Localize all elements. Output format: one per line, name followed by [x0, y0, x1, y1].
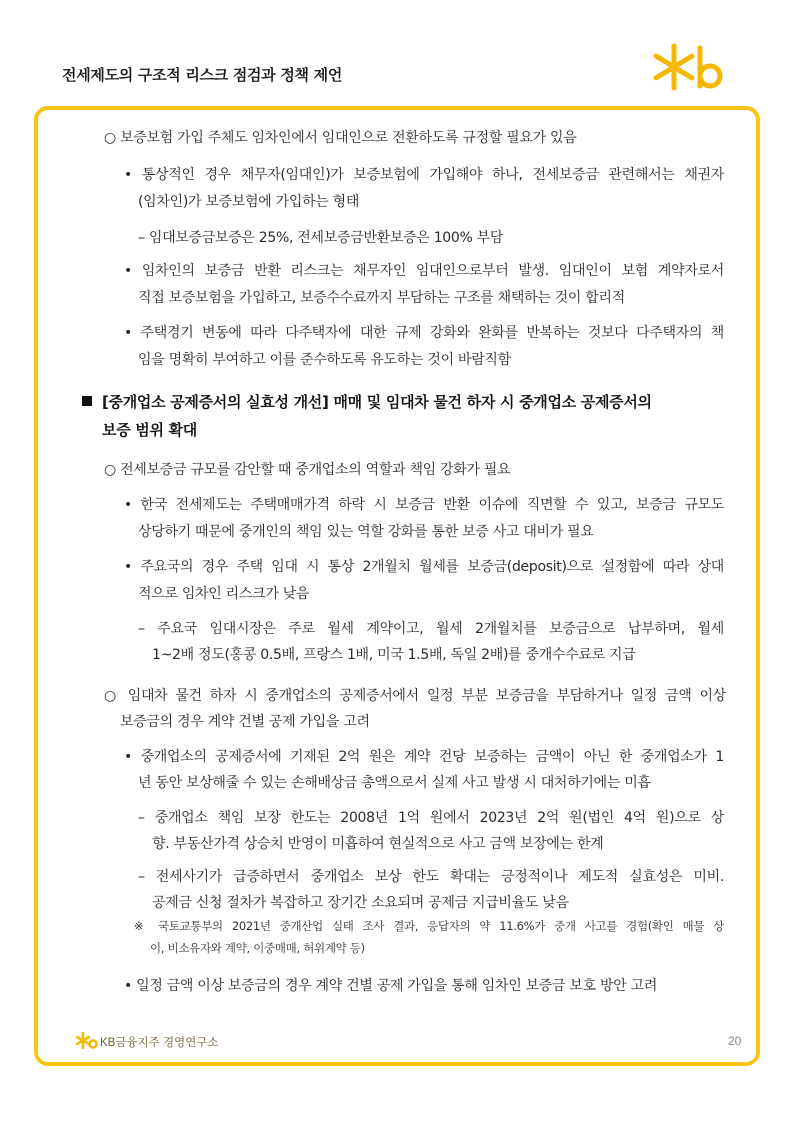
dash-item-3a: – 중개업소 책임 보장 한도는 2008년 1억 원에서 2023년 2억 원(법인 4억 원)으로 상 [138, 810, 724, 826]
bullet-item-6a: • 중개업소의 공제증서에 기재된 2억 원은 계약 건당 보증하는 금액이 아닌 한 중개업소가 1 [124, 749, 724, 765]
dash-item-3b: 향. 부동산가격 상승치 반영이 미흡하여 현실적으로 사고 금액 보장에는 한계 [152, 836, 604, 852]
dash-item-4a: – 전세사기가 급증하면서 중개업소 보상 한도 확대는 긍정적이나 제도적 실효성은 미비. [138, 869, 724, 885]
section-square-bullet-icon [82, 396, 92, 406]
bullet-item-2b: 직접 보증보험을 가입하고, 보증수수료까지 부담하는 구조를 채택하는 것이 합리적 [138, 290, 625, 306]
bullet-item-5b: 적으로 임차인 리스크가 낮음 [138, 586, 310, 602]
dash-item-2b: 1~2배 정도(홍콩 0.5배, 프랑스 1배, 미국 1.5배, 독일 2배)를 중개수수료로 지급 [152, 647, 636, 663]
bullet-item-2a: • 임차인의 보증금 반환 리스크는 채무자인 임대인으로부터 발생. 임대인이 보험 계약자로서 [124, 263, 724, 279]
bullet-item-1a: • 통상적인 경우 채무자(임대인)가 보증보험에 가입해야 하나, 전세보증금 관련해서는 채권자 [124, 167, 724, 183]
footnote-line-2: 이, 비소유자와 계약, 이중매매, 허위계약 등) [150, 941, 365, 955]
bullet-item-7: • 일정 금액 이상 보증금의 경우 계약 건별 공제 가입을 통해 임차인 보증금 보호 방안 고려 [124, 978, 658, 994]
dash-item-4b: 공제금 신청 절차가 복잡하고 장기간 소요되며 공제금 지급비율도 낮음 [152, 895, 569, 911]
page-header-title: 전세제도의 구조적 리스크 점검과 정책 제언 [62, 66, 343, 84]
bullet-item-3a: • 주택경기 변동에 따라 다주택자에 대한 규제 강화와 완화를 반복하는 것보다 다주택자의 책 [124, 325, 724, 341]
bullet-item-6b: 년 동안 보상해줄 수 있는 손해배상금 총액으로서 실제 사고 발생 시 대처하기에는 미흡 [138, 775, 651, 791]
circle-item-3a: ○ 임대차 물건 하자 시 중개업소의 공제증서에서 일정 부분 보증금을 부담하거나 일정 금액 이상 [104, 688, 726, 704]
footer-org-name: KB금융지주 경영연구소 [100, 1037, 219, 1049]
bullet-item-4b: 상당하기 때문에 중개인의 책임 있는 역할 강화를 통한 보증 사고 대비가 필요 [138, 524, 594, 540]
section-heading-b: 보증 범위 확대 [102, 421, 197, 439]
bullet-item-4a: • 한국 전세제도는 주택매매가격 하락 시 보증금 반환 이슈에 직면할 수 있고, 보증금 규모도 [124, 497, 724, 513]
circle-item-1: ○ 보증보험 가입 주체도 임차인에서 임대인으로 전환하도록 규정할 필요가 있음 [104, 130, 577, 146]
dash-item-2a: – 주요국 임대시장은 주로 월세 계약이고, 월세 2개월치를 보증금으로 납부하며, 월세 [138, 621, 724, 637]
bullet-item-3b: 임을 명확히 부여하고 이를 준수하도록 유도하는 것이 바람직함 [138, 352, 511, 368]
bullet-item-5a: • 주요국의 경우 주택 임대 시 통상 2개월치 월세를 보증금(deposit)으로 설정함에 따라 상대 [124, 559, 724, 575]
page-number: 20 [728, 1034, 742, 1048]
kb-footer-star-icon [76, 1032, 98, 1050]
bullet-item-1b: (임차인)가 보증보험에 가입하는 형태 [138, 194, 360, 210]
kb-star-logo-icon [652, 42, 726, 94]
footnote-line-1: ※ 국토교통부의 2021년 중개산업 실태 조사 결과, 응답자의 약 11.6%가 중개 사고를 경험(확인 매물 상 [134, 919, 724, 933]
dash-item-1: – 임대보증금보증은 25%, 전세보증금반환보증은 100% 부담 [138, 230, 504, 246]
section-heading-a: [중개업소 공제증서의 실효성 개선] 매매 및 임대차 물건 하자 시 중개업소 공제증서의 [102, 393, 652, 411]
circle-item-2: ○ 전세보증금 규모를 감안할 때 중개업소의 역할과 책임 강화가 필요 [104, 462, 511, 478]
circle-item-3b: 보증금의 경우 계약 건별 공제 가입을 고려 [120, 714, 370, 730]
